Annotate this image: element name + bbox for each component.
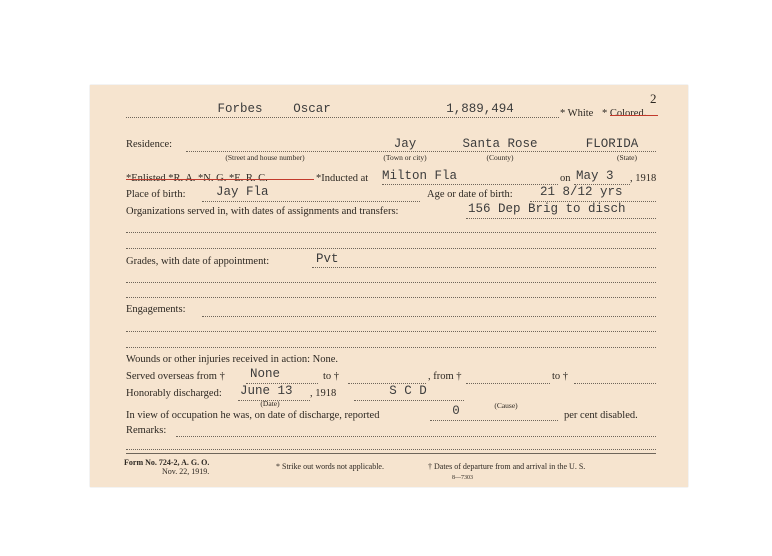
street-caption: (Street and house number) (225, 153, 305, 162)
grades-line (312, 267, 656, 268)
footer-rule (126, 453, 656, 454)
organizations-line (466, 218, 656, 219)
per-cent-disabled-label: per cent disabled. (564, 410, 638, 421)
remarks-label: Remarks: (126, 425, 167, 436)
dates-note: † Dates of departure from and arrival in the U. S. (428, 462, 586, 471)
occupation-label: In view of occupation he was, on date of discharge, reported (126, 410, 380, 421)
residence-town-value: Jay (393, 137, 417, 151)
age-value: 21 8/12 yrs (540, 185, 623, 199)
enlisted-strikeout (126, 179, 314, 180)
overseas-to2-line (574, 383, 656, 384)
inducted-on-label: on (560, 173, 571, 184)
remarks-line (176, 436, 656, 437)
discharge-date-value: June 13 (240, 384, 293, 398)
grades-line-2 (126, 282, 656, 283)
engagements-label: Engagements: (126, 304, 186, 315)
residence-label: Residence: (126, 139, 173, 150)
army-serial-value: 1,889,494 (446, 102, 514, 116)
inducted-label: *Inducted at (316, 173, 369, 184)
residence-county-value: Santa Rose (462, 137, 538, 151)
discharge-year-label: , 1918 (310, 388, 337, 399)
form-date: Nov. 22, 1919. (162, 467, 210, 476)
surname-value: Forbes (217, 102, 263, 116)
discharge-date-caption: (Date) (260, 399, 280, 408)
name-line (126, 117, 559, 118)
overseas-to-label: to † (323, 371, 340, 382)
race-colored-label: * Colored. (602, 108, 647, 119)
organizations-label: Organizations served in, with dates of assignments and transfers: (126, 206, 399, 217)
colored-strikeout (610, 115, 658, 116)
organizations-line-2 (126, 232, 656, 233)
christian-name-value: Oscar (293, 102, 331, 116)
overseas-from-label: Served overseas from † (126, 371, 225, 382)
race-white-label: * White (560, 108, 594, 119)
engagements-line (202, 316, 656, 317)
strike-note: * Strike out words not applicable. (276, 462, 384, 471)
inducted-date-value: May 3 (576, 169, 614, 183)
engagements-line-3 (126, 347, 656, 348)
age-label: Age or date of birth: (427, 189, 513, 200)
state-caption: (State) (617, 153, 637, 162)
residence-line (186, 151, 656, 152)
county-caption: (County) (486, 153, 514, 162)
discharge-cause-value: S C D (389, 384, 427, 398)
wounds-label: Wounds or other injuries received in action: None. (126, 354, 339, 365)
discharge-cause-caption: (Cause) (494, 401, 518, 410)
print-code: 8—7303 (452, 475, 473, 481)
overseas-to2-label: to † (552, 371, 569, 382)
organizations-value: 156 Dep Brig to disch (468, 202, 626, 216)
inducted-line (382, 184, 558, 185)
town-caption: (Town or city) (383, 153, 427, 162)
overseas-from2-line (466, 383, 550, 384)
inducted-year-label: , 1918 (630, 173, 657, 184)
grades-value: Pvt (316, 252, 339, 266)
discharged-label: Honorably discharged: (126, 388, 222, 399)
remarks-line-2 (126, 449, 656, 450)
grades-label: Grades, with date of appointment: (126, 256, 270, 267)
disability-percent-line (430, 420, 558, 421)
residence-state-value: FLORIDA (585, 137, 639, 151)
enlisted-struck-text: *Enlisted *R. A. *N. G. *E. R. C. (126, 173, 268, 184)
place-of-birth-value: Jay Fla (216, 185, 269, 199)
disability-percent-value: 0 (452, 404, 460, 418)
place-of-birth-line (202, 201, 420, 202)
organizations-line-3 (126, 248, 656, 249)
discharge-cause-line (354, 400, 464, 401)
card-number: 2 (650, 91, 657, 106)
form-number: Form No. 724-2, A. G. O. (124, 458, 210, 467)
service-record-card (90, 85, 688, 487)
overseas-from-value: None (250, 367, 281, 381)
inducted-at-value: Milton Fla (382, 169, 458, 183)
grades-line-3 (126, 297, 656, 298)
overseas-from2-label: , from † (428, 371, 462, 382)
place-of-birth-label: Place of birth: (126, 189, 186, 200)
engagements-line-2 (126, 331, 656, 332)
